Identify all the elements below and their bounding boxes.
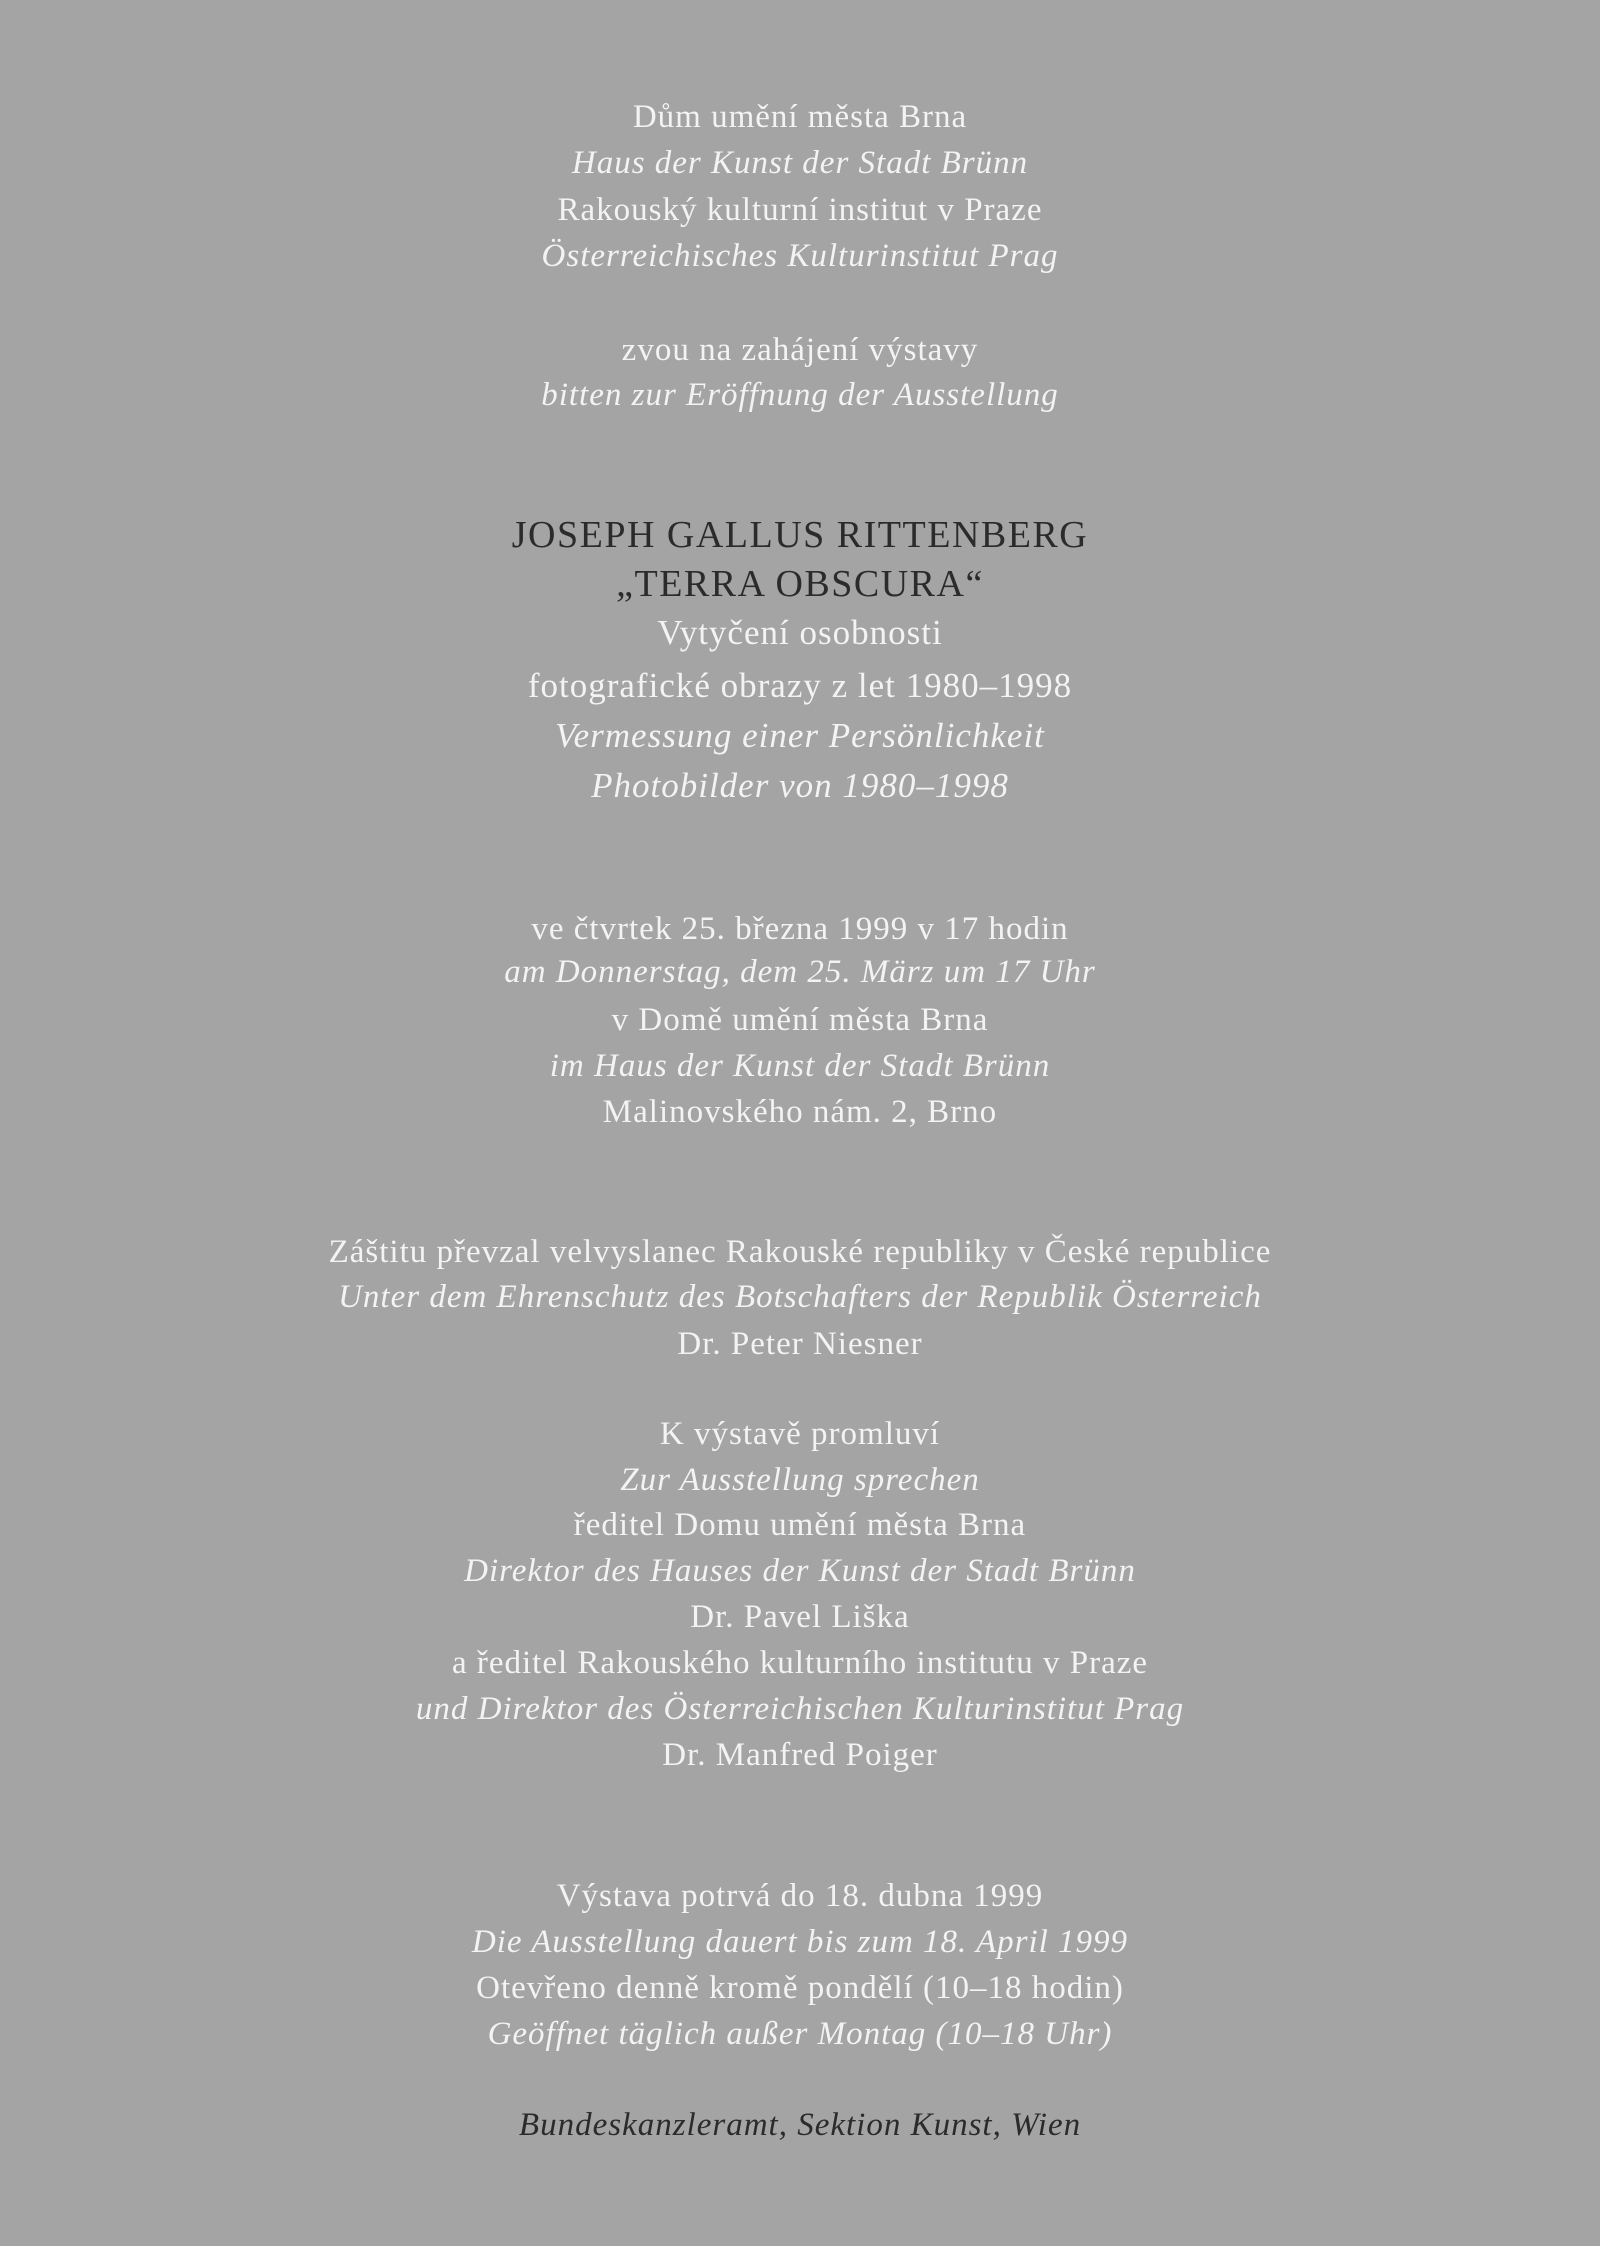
- sponsor: Bundeskanzleramt, Sektion Kunst, Wien: [518, 2107, 1082, 2143]
- patronage-cz: Záštitu převzal velvyslanec Rakouské republiky v České republice: [328, 1234, 1272, 1270]
- invite-de: bitten zur Eröffnung der Ausstellung: [541, 377, 1059, 413]
- speaker1-role-cz: ředitel Domu umění města Brna: [573, 1507, 1027, 1543]
- organizer-cz-2: Rakouský kulturní institut v Praze: [557, 192, 1043, 228]
- patron-name: Dr. Peter Niesner: [677, 1326, 923, 1362]
- duration-de: Die Ausstellung dauert bis zum 18. April 1999: [471, 1924, 1129, 1960]
- opening-place-de: im Haus der Kunst der Stadt Brünn: [549, 1048, 1051, 1084]
- opening-hours-cz: Otevřeno denně kromě pondělí (10–18 hodin): [476, 1970, 1124, 2006]
- artist-name: JOSEPH GALLUS RITTENBERG: [511, 514, 1089, 556]
- opening-date-cz: ve čtvrtek 25. března 1999 v 17 hodin: [531, 911, 1069, 947]
- patronage-de: Unter dem Ehrenschutz des Botschafters der Republik Österreich: [338, 1279, 1262, 1315]
- description-de: Photobilder von 1980–1998: [591, 766, 1009, 805]
- subtitle-de: Vermessung einer Persönlichkeit: [555, 716, 1045, 755]
- organizer-de-1: Haus der Kunst der Stadt Brünn: [571, 145, 1029, 181]
- opening-place-cz: v Domě umění města Brna: [611, 1002, 989, 1038]
- subtitle-cz: Vytyčení osobnosti: [657, 613, 943, 652]
- address: Malinovského nám. 2, Brno: [602, 1094, 998, 1130]
- opening-hours-de: Geöffnet täglich außer Montag (10–18 Uhr): [487, 2016, 1113, 2052]
- organizer-de-2: Österreichisches Kulturinstitut Prag: [541, 238, 1059, 274]
- speakers-heading-de: Zur Ausstellung sprechen: [620, 1462, 980, 1498]
- speaker1-name: Dr. Pavel Liška: [690, 1599, 910, 1635]
- invite-cz: zvou na zahájení výstavy: [621, 332, 979, 368]
- speakers-heading-cz: K výstavě promluví: [659, 1416, 941, 1452]
- speaker1-role-de: Direktor des Hauses der Kunst der Stadt Brünn: [464, 1553, 1136, 1589]
- speaker2-role-de: und Direktor des Österreichischen Kulturinstitut Prag: [415, 1691, 1185, 1727]
- speaker2-role-cz: a ředitel Rakouského kulturního institutu v Praze: [451, 1645, 1149, 1681]
- speaker2-name: Dr. Manfred Poiger: [662, 1737, 938, 1773]
- opening-date-de: am Donnerstag, dem 25. März um 17 Uhr: [504, 954, 1096, 990]
- duration-cz: Výstava potrvá do 18. dubna 1999: [556, 1878, 1044, 1914]
- exhibition-title: „TERRA OBSCURA“: [616, 563, 984, 605]
- description-cz: fotografické obrazy z let 1980–1998: [527, 666, 1073, 705]
- organizer-cz-1: Dům umění města Brna: [632, 99, 968, 135]
